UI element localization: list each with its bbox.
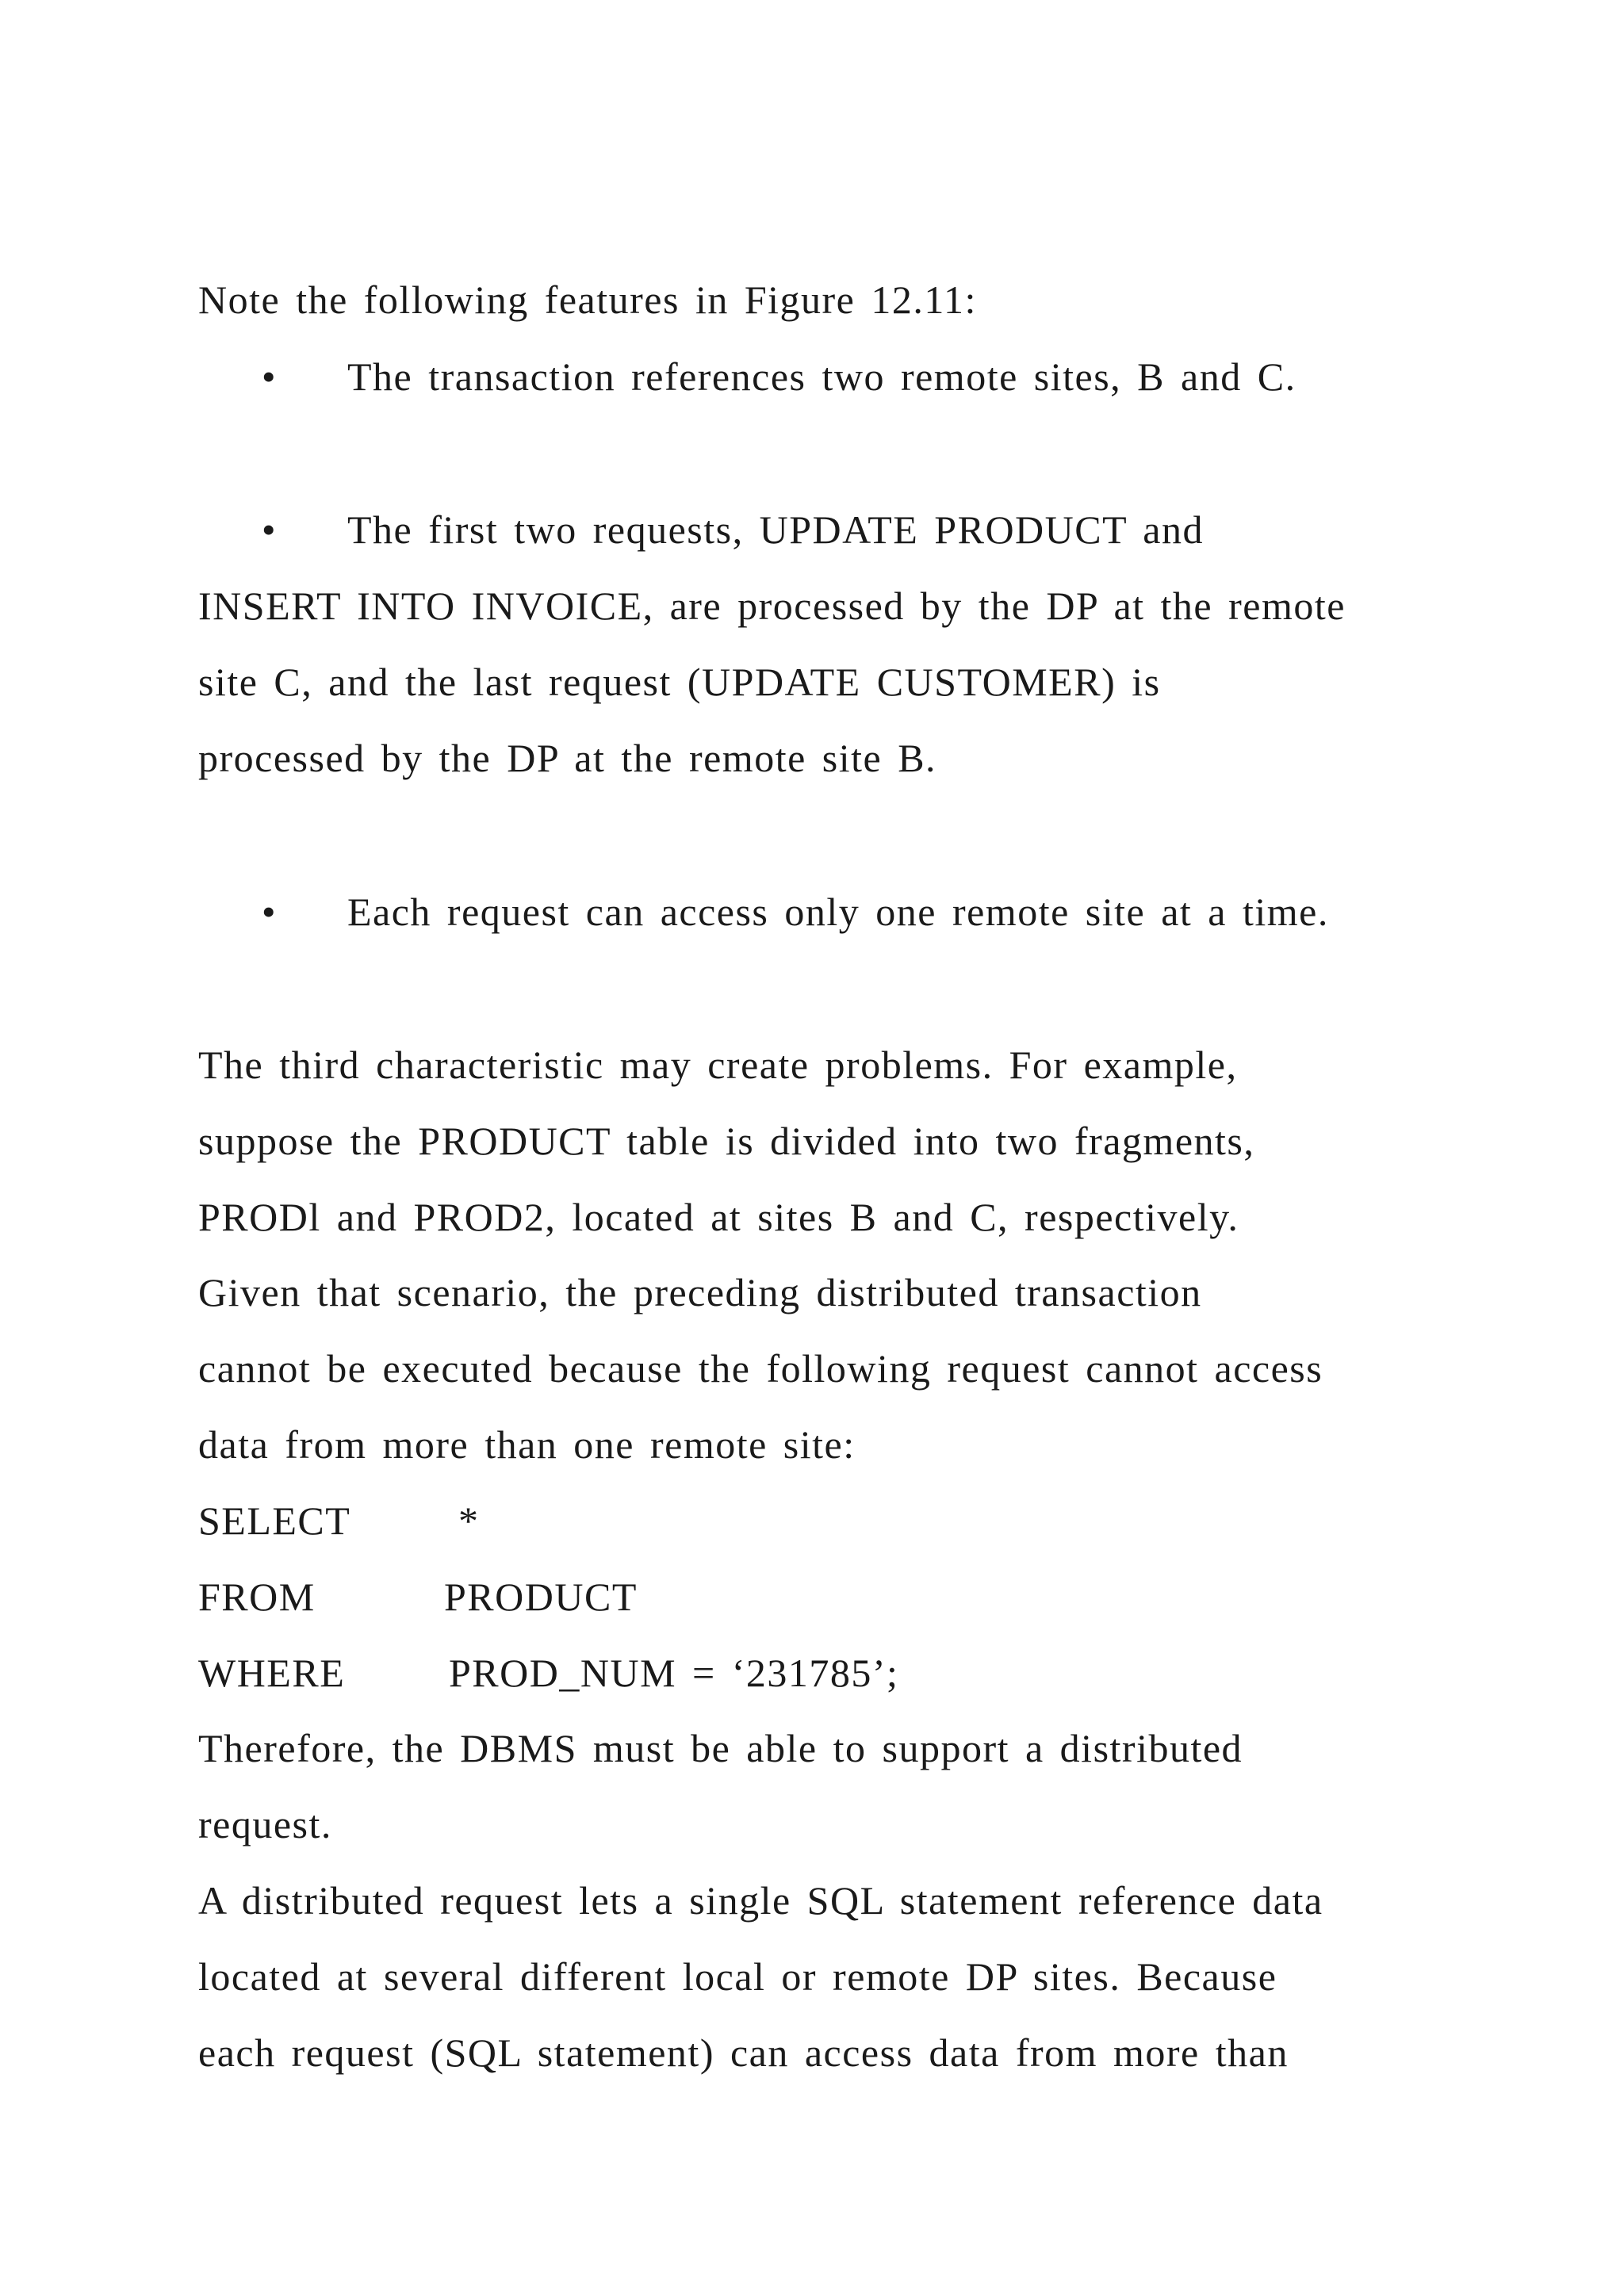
bullet-2-line-4: processed by the DP at the remote site B. [198, 736, 937, 780]
paragraph-3-line-1: A distributed request lets a single SQL statement reference data [198, 1878, 1323, 1923]
paragraph-3-line-3: each request (SQL statement) can access data from more than [198, 2030, 1289, 2075]
paragraph-3-line-2: located at several different local or remote DP sites. Because [198, 1954, 1277, 1999]
bullet-1-symbol: • [262, 354, 276, 399]
bullet-2-line-3: site C, and the last request (UPDATE CUSTOMER) is [198, 660, 1161, 704]
sql-value-from: PRODUCT [444, 1575, 638, 1619]
paragraph-2-line-2: request. [198, 1802, 332, 1846]
sql-keyword-where: WHERE [198, 1651, 346, 1695]
bullet-1-line-1: The transaction references two remote sites, B and C. [347, 354, 1297, 399]
bullet-2-line-1: The first two requests, UPDATE PRODUCT and [347, 507, 1204, 552]
paragraph-1-line-3: PRODl and PROD2, located at sites B and C, respectively. [198, 1195, 1239, 1239]
sql-value-select: * [458, 1498, 480, 1543]
bullet-3-line-1: Each request can access only one remote site at a time. [347, 890, 1329, 934]
paragraph-2-line-1: Therefore, the DBMS must be able to support a distributed [198, 1726, 1243, 1770]
bullet-2-line-2: INSERT INTO INVOICE, are processed by the DP at the remote [198, 584, 1346, 628]
bullet-2-symbol: • [262, 507, 276, 552]
sql-keyword-select: SELECT [198, 1498, 351, 1543]
paragraph-1-line-4: Given that scenario, the preceding distributed transaction [198, 1270, 1202, 1314]
paragraph-1-line-1: The third characteristic may create problems. For example, [198, 1043, 1238, 1087]
intro-line: Note the following features in Figure 12.11: [198, 277, 977, 322]
bullet-3-symbol: • [262, 890, 276, 934]
paragraph-1-line-5: cannot be executed because the following request cannot access [198, 1346, 1323, 1391]
paragraph-1-line-2: suppose the PRODUCT table is divided into two fragments, [198, 1119, 1255, 1163]
paragraph-1-line-6: data from more than one remote site: [198, 1422, 856, 1467]
sql-keyword-from: FROM [198, 1575, 316, 1619]
sql-value-where: PROD_NUM = ‘231785’; [449, 1651, 899, 1695]
